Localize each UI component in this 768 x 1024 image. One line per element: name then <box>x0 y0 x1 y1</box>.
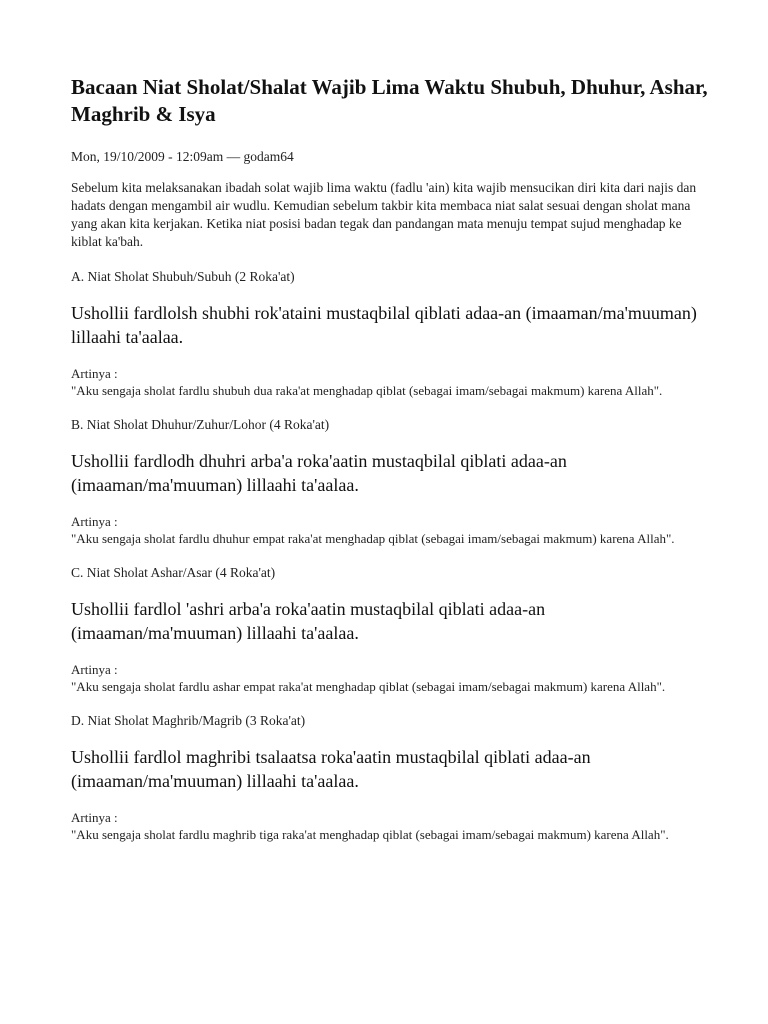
intro-paragraph: Sebelum kita melaksanakan ibadah solat wajib lima waktu (fadlu 'ain) kita wajib mensucikan diri kita dari najis dan hadats dengan mengambil air wudlu. Kemudian sebelum takbir kita membaca niat salat sesuai dengan sholat mana yang akan kita kerjakan. Ketika niat posisi badan tegak dan pandangan mata menuju tempat sujud menghadap ke kiblat ka'bah. <box>71 180 697 249</box>
artinya-label: Artinya : <box>71 366 118 381</box>
niat-text: Ushollii fardlolsh shubhi rok'ataini mustaqbilal qiblati adaa-an (imaaman/ma'muuman) lillaahi ta'aalaa. <box>71 303 697 347</box>
artinya-text: "Aku sengaja sholat fardlu maghrib tiga raka'at menghadap qiblat (sebagai imam/sebagai makmum) karena Allah". <box>71 827 669 842</box>
artinya-text: "Aku sengaja sholat fardlu dhuhur empat raka'at menghadap qiblat (sebagai imam/sebagai makmum) karena Allah". <box>71 531 675 546</box>
artinya-text: "Aku sengaja sholat fardlu shubuh dua raka'at menghadap qiblat (sebagai imam/sebagai makmum) karena Allah". <box>71 383 663 398</box>
niat-text: Ushollii fardlol maghribi tsalaatsa roka'aatin mustaqbilal qiblati adaa-an (imaaman/ma'muuman) lillaahi ta'aalaa. <box>71 747 591 791</box>
artinya-label: Artinya : <box>71 514 118 529</box>
section-maghrib <box>71 712 711 843</box>
section-shubuh <box>71 268 711 399</box>
section-label: D. Niat Sholat Maghrib/Magrib (3 Roka'at) <box>71 713 306 728</box>
section-dhuhur <box>71 416 711 547</box>
artinya-label: Artinya : <box>71 810 118 825</box>
section-label: A. Niat Sholat Shubuh/Subuh (2 Roka'at) <box>71 269 295 284</box>
artinya-block <box>71 365 711 399</box>
artinya-block <box>71 809 711 843</box>
niat-text: Ushollii fardlol 'ashri arba'a roka'aatin mustaqbilal qiblati adaa-an (imaaman/ma'muuman) lillaahi ta'aalaa. <box>71 599 546 643</box>
artinya-label: Artinya : <box>71 662 118 677</box>
page-title: Bacaan Niat Sholat/Shalat Wajib Lima Waktu Shubuh, Dhuhur, Ashar, Maghrib & Isya <box>71 75 708 126</box>
artinya-text: "Aku sengaja sholat fardlu ashar empat raka'at menghadap qiblat (sebagai imam/sebagai makmum) karena Allah". <box>71 679 666 694</box>
document-page <box>71 74 711 843</box>
section-ashar <box>71 564 711 695</box>
artinya-block <box>71 513 711 547</box>
niat-text: Ushollii fardlodh dhuhri arba'a roka'aatin mustaqbilal qiblati adaa-an (imaaman/ma'muuman) lillaahi ta'aalaa. <box>71 451 567 495</box>
artinya-block <box>71 661 711 695</box>
post-meta: Mon, 19/10/2009 - 12:09am — godam64 <box>71 149 294 164</box>
section-label: C. Niat Sholat Ashar/Asar (4 Roka'at) <box>71 565 276 580</box>
section-label: B. Niat Sholat Dhuhur/Zuhur/Lohor (4 Roka'at) <box>71 417 330 432</box>
